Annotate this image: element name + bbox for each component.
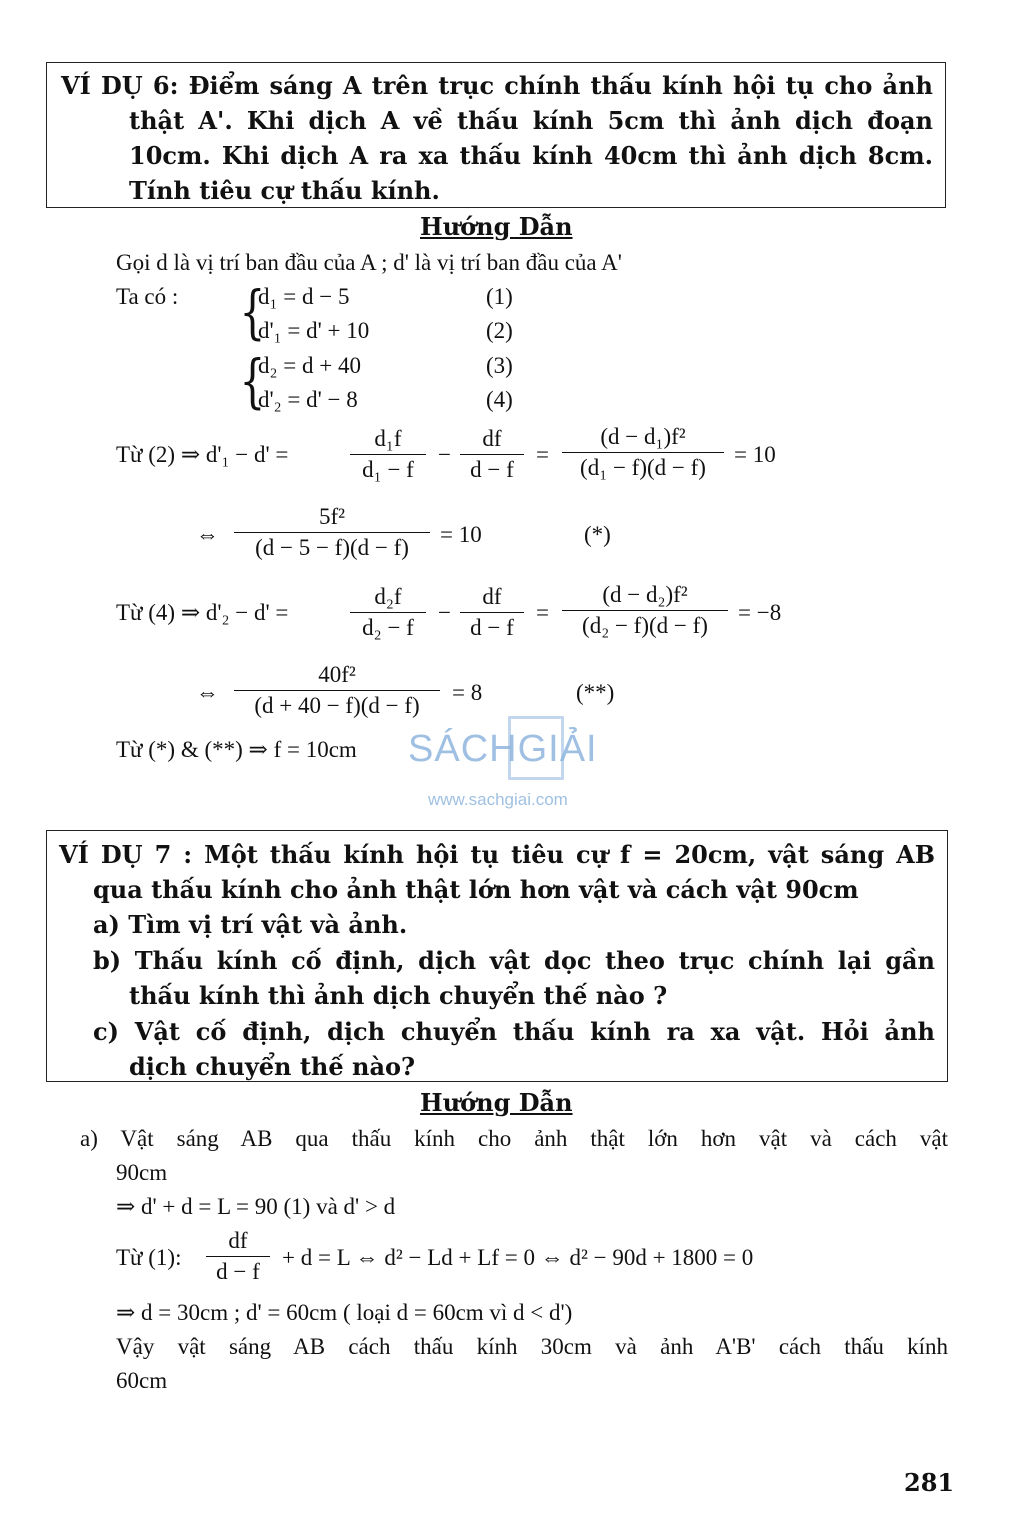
example-6-line-3: 10cm. Khi dịch A ra xa thấu kính 40cm thì ảnh dịch 8cm. [129, 141, 933, 170]
star-tag: (*) [584, 522, 611, 547]
from4-frac-3-den: (d₂ − f)(d − f) [582, 613, 708, 638]
from2-minus: − [438, 442, 451, 467]
star-frac-den: (d − 5 − f)(d − f) [255, 535, 409, 560]
example-6-box [46, 62, 946, 208]
from4-eq: = [536, 600, 549, 625]
example-6-line-1: VÍ DỤ 6: Điểm sáng A trên trục chính thấu kính hội tụ cho ảnh [61, 71, 933, 100]
system-eq-4: d'₂ = d' − 8 [258, 387, 358, 412]
star2-frac [234, 660, 440, 721]
example-7-line-3: a) Tìm vị trí vật và ảnh. [93, 910, 408, 939]
guide-heading-6: Hướng Dẫn [420, 212, 573, 241]
from2-frac-1 [350, 424, 426, 485]
from4-frac-2-num: df [482, 584, 502, 609]
from2-frac-2-num: df [482, 426, 502, 451]
from2-eq: = [536, 442, 549, 467]
watermark-brand: SÁCHGIẢI [408, 728, 598, 770]
from4-result: = −8 [738, 600, 782, 625]
star-frac-num: 5f² [318, 504, 346, 529]
system-eq-3: d₂ = d + 40 [258, 353, 361, 378]
page-number: 281 [904, 1468, 955, 1497]
sol7-implies: ⇒ d' + d = L = 90 (1) và d' > d [116, 1194, 396, 1219]
star2-frac-num: 40f² [318, 662, 356, 687]
sol7-a-line-2: 90cm [116, 1160, 168, 1185]
example-7-line-2: qua thấu kính cho ảnh thật lớn hơn vật và cách vật 90cm [93, 875, 859, 904]
sol7-final-2: 60cm [116, 1368, 168, 1393]
sol7-from1-den: d − f [216, 1259, 260, 1284]
system-tag-4: (4) [486, 387, 513, 412]
star2-iff: ⇔ [196, 680, 219, 705]
example-7-line-1: VÍ DỤ 7 : Một thấu kính hội tụ tiêu cự f = 20cm, vật sáng AB [59, 840, 935, 869]
system-tag-1: (1) [486, 284, 513, 309]
from4-frac-2-den: d − f [470, 615, 514, 640]
from4-lead: Từ (4) ⇒ d'₂ − d' = [116, 600, 289, 625]
from4-frac-2 [460, 582, 524, 643]
example-6-line-2: thật A'. Khi dịch A về thấu kính 5cm thì ảnh dịch đoạn [129, 106, 933, 135]
star2-result: = 8 [452, 680, 483, 705]
from2-frac-2-den: d − f [470, 457, 514, 482]
guide-heading-7: Hướng Dẫn [420, 1088, 573, 1117]
from2-frac-1-den: d₁ − f [362, 457, 414, 482]
sol7-from1-rest: + d = L ⇔ d² − Ld + Lf = 0 ⇔ d² − 90d + 1800 = 0 [282, 1245, 754, 1270]
example-7-line-5: thấu kính thì ảnh dịch chuyển thế nào ? [129, 981, 668, 1010]
example-7-box [46, 830, 948, 1082]
from4-frac-1-den: d₂ − f [362, 615, 414, 640]
brace-1: { [239, 278, 266, 346]
from4-frac-1 [350, 582, 426, 643]
sol7-from1-lead: Từ (1): [116, 1245, 182, 1270]
sol6-ta-co: Ta có : [116, 284, 179, 309]
from2-frac-1-num: d₁f [374, 426, 402, 451]
from4-frac-3-num: (d − d₂)f² [602, 582, 688, 607]
from4-frac-1-num: d₂f [374, 584, 402, 609]
system-eq-2: d'₁ = d' + 10 [258, 318, 370, 343]
sol7-from1-frac [206, 1226, 270, 1287]
from2-frac-3 [562, 422, 724, 483]
from2-result: = 10 [734, 442, 776, 467]
from2-frac-2 [460, 424, 524, 485]
star2-frac-den: (d + 40 − f)(d − f) [254, 693, 420, 718]
from2-lead: Từ (2) ⇒ d'₁ − d' = [116, 442, 289, 467]
from4-minus: − [438, 600, 451, 625]
sol7-a-line-1: a) Vật sáng AB qua thấu kính cho ảnh thật lớn hơn vật và cách vật [80, 1126, 948, 1151]
sol6-intro: Gọi d là vị trí ban đầu của A ; d' là vị trí ban đầu của A' [116, 250, 622, 275]
brace-2: { [239, 347, 266, 415]
example-7-line-7: dịch chuyển thế nào? [129, 1052, 416, 1081]
sol6-conclusion: Từ (*) & (**) ⇒ f = 10cm [116, 737, 357, 762]
star2-tag: (**) [576, 680, 615, 705]
sol7-final-1: Vậy vật sáng AB cách thấu kính 30cm và ảnh A'B' cách thấu kính [116, 1334, 948, 1359]
star-iff: ⇔ [196, 522, 219, 547]
sol7-from1-num: df [228, 1228, 248, 1253]
from2-frac-3-den: (d₁ − f)(d − f) [580, 455, 706, 480]
from4-frac-3 [562, 580, 728, 641]
star-result: = 10 [440, 522, 482, 547]
system-tag-3: (3) [486, 353, 513, 378]
star-frac [234, 502, 430, 563]
system-tag-2: (2) [486, 318, 513, 343]
example-7-line-6: c) Vật cố định, dịch chuyển thấu kính ra xa vật. Hỏi ảnh [93, 1017, 935, 1046]
system-eq-1: d₁ = d − 5 [258, 284, 350, 309]
example-7-line-4: b) Thấu kính cố định, dịch vật dọc theo trục chính lại gần [93, 946, 935, 975]
watermark-url: www.sachgiai.com [428, 790, 568, 809]
example-6-line-4: Tính tiêu cự thấu kính. [129, 176, 440, 205]
sol7-result: ⇒ d = 30cm ; d' = 60cm ( loại d = 60cm vì d < d') [116, 1300, 573, 1325]
from2-frac-3-num: (d − d₁)f² [600, 424, 686, 449]
